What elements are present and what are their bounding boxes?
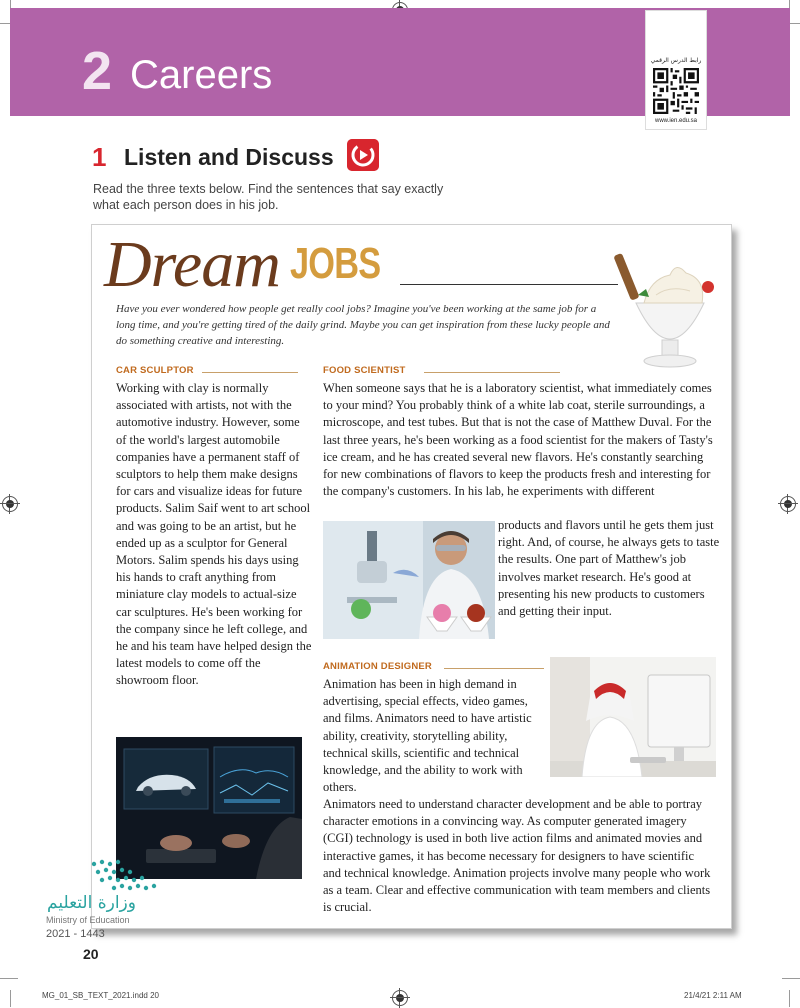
crop-mark [789, 990, 790, 1007]
ice-cream-illustration [614, 245, 726, 375]
animation-designer-text: Animation has been in high demand in advertising, special effects, video games, and films. Animators need to have artistic ability, creativity, storytelling ability, technical skills, scientific and technical knowledge, and the ability to work with others. [323, 677, 532, 795]
qr-code-panel[interactable] [645, 10, 707, 130]
registration-mark-icon [392, 990, 408, 1006]
car-sculptor-text: Working with clay is normally associated with artists, not with the automotive industry. However, some of the world's largest automobile companies have a permanent staff of sculptors to help them make designs for cars and visualize ideas for future products. Salim Saif went to art school and was going to be an artist, but he ended up as a sculptor for General Motors. Salim spends his days using his hands to craft anything from miniature clay models to actual-size car sculptures. He's been working for the company since he left college, and he and his team have helped design the latest models to come off the showroom floor. [116, 381, 312, 688]
instruction-text: Read the three texts below. Find the sentences that say exactly what each person does in his job. [93, 182, 444, 212]
crop-mark [782, 978, 800, 979]
animation-designer-text-continued: Animators need to understand character development and be able to portray character emotions in a convincing way. As computer generated imagery (CGI) technology is used in both live action films and animated movies and interactive games, it has become necessary for designers to have scientific and technical knowledge. Animation projects involve many people who work as a team. Clear and effective communication with team members and clients is crucial. [323, 797, 711, 915]
print-slug-date: 21/4/21 2:11 AM [684, 991, 742, 1000]
food-scientist-heading: FOOD SCIENTIST [323, 365, 406, 376]
crop-mark [10, 990, 11, 1007]
crop-mark [789, 0, 790, 8]
article-intro: Have you ever wondered how people get really cool jobs? Imagine you've been working at the same job for a long time, and you're getting tired of the daily grind. Maybe you can get inspiration from these lucky people and do something creative and interesting. [116, 303, 610, 347]
print-slug-file: MG_01_SB_TEXT_2021.indd 20 [42, 991, 159, 1000]
heading-rule [202, 372, 298, 373]
animation-designer-photo [550, 657, 716, 777]
food-scientist-text-side: products and flavors until he gets them just right. And, of course, he always gets to taste the results. One part of Matthew's job involves market research. He's good at presenting his new products to customers and getting their input. [498, 518, 720, 619]
heading-rule [424, 372, 560, 373]
section-number: 1 [92, 142, 107, 172]
article-title-script: Dream [104, 228, 280, 301]
food-scientist-photo [323, 521, 495, 639]
ministry-logo-dots-icon [86, 856, 178, 896]
car-sculptor-heading: CAR SCULPTOR [116, 365, 194, 376]
unit-number: 2 [82, 41, 113, 101]
ministry-name-arabic: وزارة التعليم [47, 893, 136, 913]
crop-mark [10, 0, 11, 8]
animation-designer-heading: ANIMATION DESIGNER [323, 661, 432, 672]
unit-title: Careers [130, 53, 273, 97]
page-number: 20 [83, 946, 99, 962]
edition-year: 2021 - 1443 [46, 928, 105, 940]
ministry-name-english: Ministry of Education [46, 915, 130, 925]
qr-code-icon [653, 68, 699, 114]
food-scientist-text: When someone says that he is a laboratory scientist, what immediately comes to your mind? You probably think of a white lab coat, sterile surroundings, a microscope, and test tubes. But that is not the case of Matthew Duval. For the last three years, he's been working as a food scientist for the makers of Tasty's ice cream, and he has created several new flavors. He's constantly searching for new combinations of flavors to keep the products fresh and interesting for the company's customers. In his lab, he experiments with different [323, 381, 713, 499]
qr-label: رابط الدرس الرقمي [650, 57, 702, 64]
crop-mark [0, 978, 18, 979]
section-title: Listen and Discuss [124, 144, 334, 170]
heading-rule [444, 668, 544, 669]
qr-url: www.ien.edu.sa [654, 118, 698, 124]
audio-play-icon[interactable] [347, 139, 379, 171]
article-card [91, 224, 732, 929]
article-title-bold: JOBS [290, 239, 381, 288]
registration-mark-icon [780, 496, 796, 512]
title-underline [400, 284, 618, 285]
registration-mark-icon [2, 496, 18, 512]
